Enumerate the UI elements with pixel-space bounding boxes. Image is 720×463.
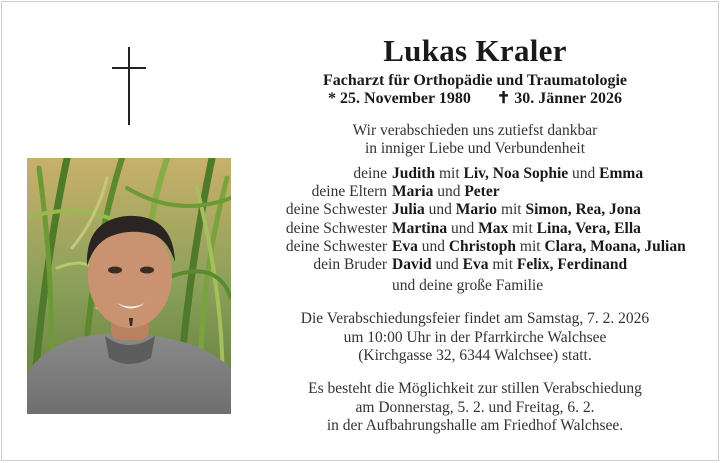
profession: Facharzt für Orthopädie und Traumatologie <box>323 72 627 89</box>
relative-name: Julia <box>392 201 425 219</box>
intro-line: in inniger Liebe und Verbundenheit <box>364 140 586 157</box>
family-row <box>250 238 700 256</box>
latin-cross-icon <box>112 47 146 125</box>
intro-line: Wir verabschieden uns zutiefst dankbar <box>352 122 598 139</box>
relation-label: deine Schwester <box>285 219 387 237</box>
service-line: (Kirchgasse 32, 6344 Walchsee) statt. <box>358 347 592 364</box>
relative-name: David <box>392 256 432 274</box>
service-line: um 10:00 Uhr in der Pfarrkirche Walchsee <box>343 328 607 346</box>
family-row <box>250 201 700 219</box>
obituary-card <box>1 1 719 461</box>
relative-name: Judith <box>392 165 436 182</box>
death-date: ✝ 30. Jänner 2026 <box>496 90 622 107</box>
connector-text: und <box>431 256 463 274</box>
birth-date: * 25. November 1980 <box>328 90 471 107</box>
relative-name: Eva <box>462 256 489 274</box>
relation-label: deine Schwester <box>285 201 387 219</box>
relative-name: Felix, Ferdinand <box>516 256 628 274</box>
family-list <box>250 165 700 274</box>
relation-label: deine <box>353 165 387 182</box>
relative-name: Martina <box>392 219 448 237</box>
relative-name: Maria <box>392 183 434 201</box>
connector-text: mit <box>435 165 464 182</box>
vigil-notice <box>250 380 700 436</box>
connector-text: und <box>568 165 600 182</box>
relative-names <box>392 220 641 238</box>
family-closing: und deine große Familie <box>392 277 544 294</box>
life-dates <box>250 90 700 108</box>
family-row <box>250 256 700 274</box>
family-row <box>250 183 700 201</box>
relative-name: Lina, Vera, Ella <box>536 219 641 237</box>
relative-name: Mario <box>455 201 498 219</box>
deceased-name: Lukas Kraler <box>383 33 567 68</box>
connector-text: und <box>433 183 465 201</box>
relative-names <box>392 238 686 256</box>
portrait-photo <box>27 158 231 414</box>
relative-names <box>392 183 500 201</box>
connector-text: mit <box>508 219 537 237</box>
relative-name: Eva <box>392 237 418 255</box>
relative-names <box>392 201 641 219</box>
family-row <box>250 165 700 183</box>
relative-name: Max <box>478 219 509 237</box>
relative-names <box>392 256 627 274</box>
vigil-line: am Donnerstag, 5. 2. und Freitag, 6. 2. <box>355 398 595 416</box>
relative-names <box>392 165 643 183</box>
relative-name: Christoph <box>448 237 517 255</box>
connector-text: mit <box>497 201 526 219</box>
connector-text: mit <box>516 237 545 255</box>
connector-text: und <box>417 237 449 255</box>
service-notice <box>250 310 700 366</box>
connector-text: und <box>424 201 456 219</box>
vigil-line: in der Aufbahrungshalle am Friedhof Walchsee. <box>326 417 624 434</box>
family-row <box>250 220 700 238</box>
vigil-line: Es besteht die Möglichkeit zur stillen Verabschiedung <box>308 380 642 397</box>
relation-label: deine Schwester <box>285 237 387 255</box>
relative-name: Liv, Noa Sophie <box>463 165 569 182</box>
connector-text: und <box>447 219 479 237</box>
farewell-intro <box>250 122 700 158</box>
relative-name: Peter <box>464 183 500 201</box>
relative-name: Simon, Rea, Jona <box>525 201 641 219</box>
relative-name: Emma <box>599 165 644 182</box>
relation-label: deine Eltern <box>311 183 387 201</box>
service-line: Die Verabschiedungsfeier findet am Samstag, 7. 2. 2026 <box>300 310 650 327</box>
relation-label: dein Bruder <box>313 256 387 274</box>
relative-name: Clara, Moana, Julian <box>544 237 686 255</box>
connector-text: mit <box>488 256 517 274</box>
